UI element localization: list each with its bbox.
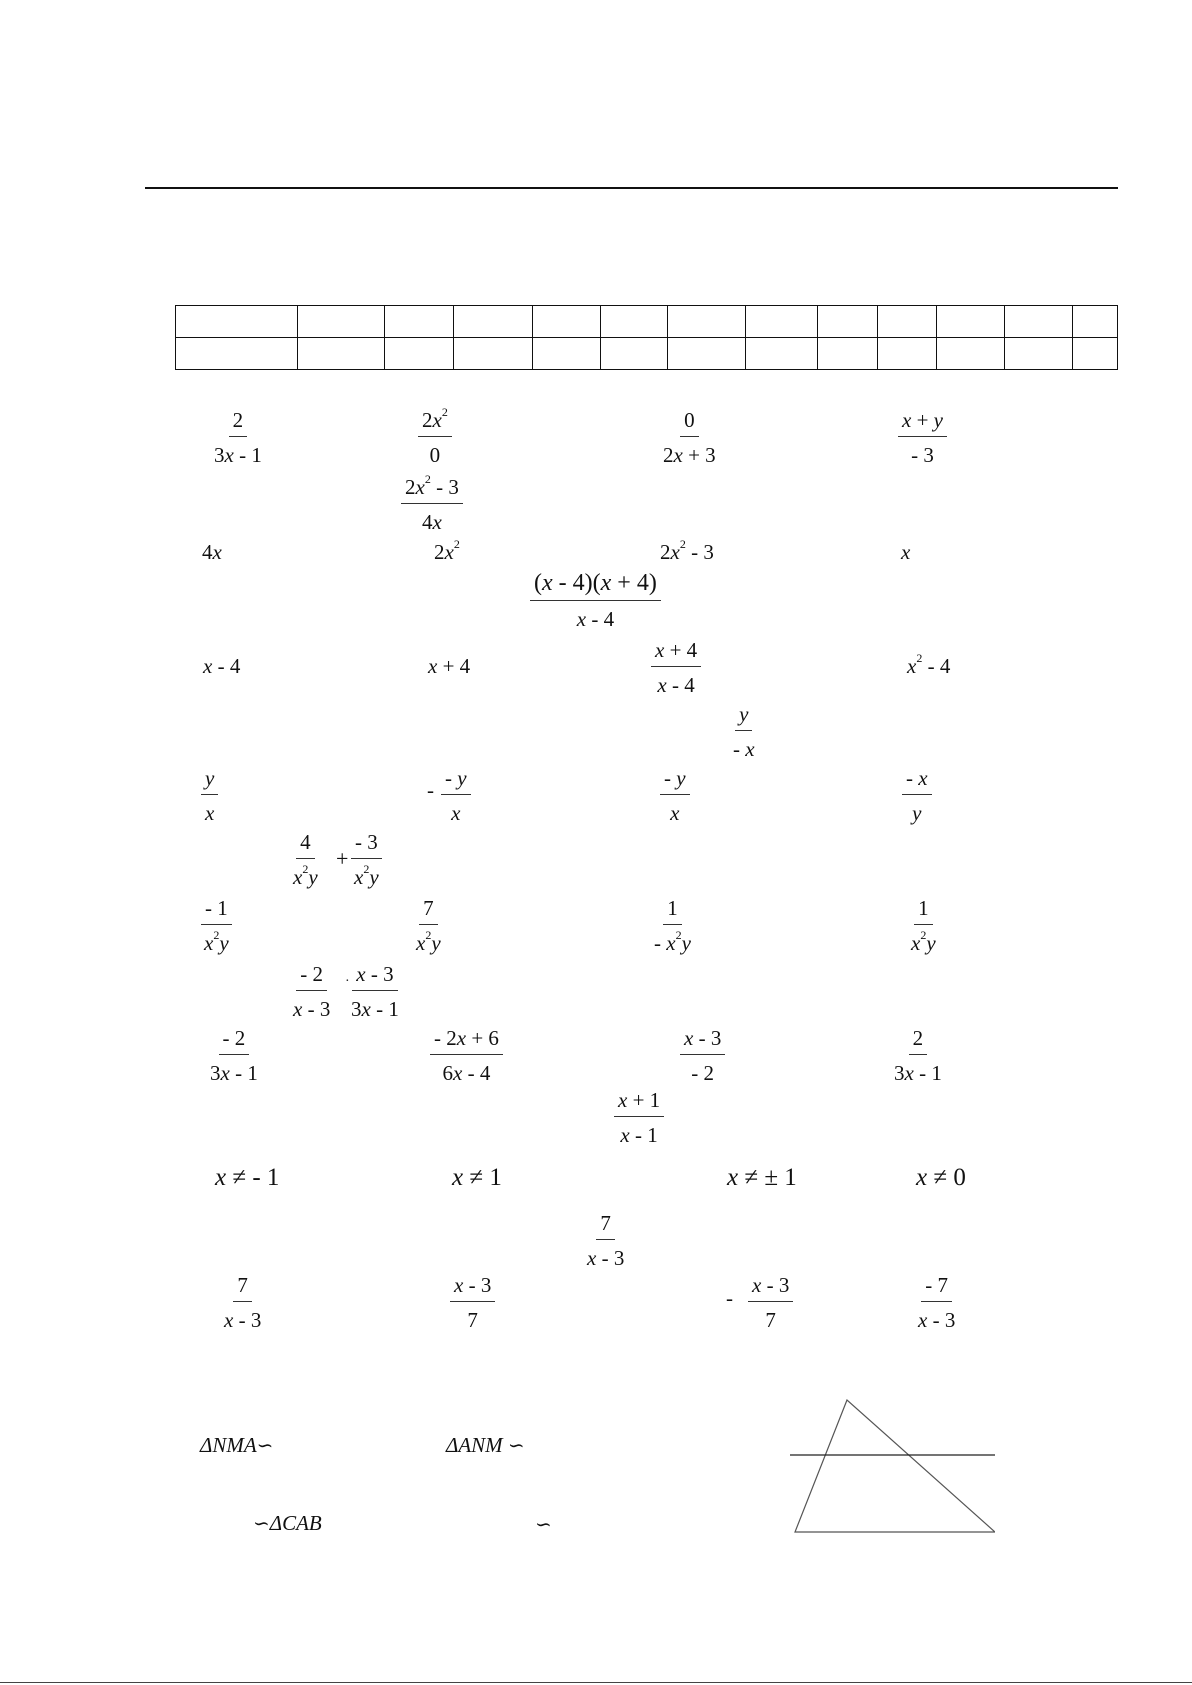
q8-expression: $\frac{7}{x - 3}$ (587, 1211, 625, 1270)
footer-rule (0, 1682, 1192, 1683)
q7-option-a: x ≠ - 1 (215, 1164, 280, 1191)
q5-option-b: $\frac{7}{x^2y}$ (416, 896, 441, 955)
q1-option-b: $\frac{2x^2}{0}$ (418, 410, 452, 466)
q1-option-c: $\frac{0}{2x + 3}$ (663, 408, 716, 467)
q6-option-d: $\frac{2}{3x - 1}$ (894, 1026, 942, 1085)
q4-option-b: $\frac{- y}{x}$ (441, 768, 471, 824)
q6-fraction-1: $\frac{- 2}{x - 3}$ (293, 962, 331, 1021)
q6-option-a: $\frac{- 2}{3x - 1}$ (210, 1026, 258, 1085)
q9-similar-symbol: ∽ (535, 1514, 552, 1536)
q7-option-b: x ≠ 1 (452, 1164, 502, 1191)
q4-option-d: $\frac{- x}{y}$ (902, 768, 932, 824)
q8-option-d: $\frac{- 7}{x - 3}$ (918, 1273, 956, 1332)
q7-option-d: x ≠ 0 (916, 1164, 966, 1191)
q8-option-a: $\frac{7}{x - 3}$ (224, 1273, 262, 1332)
q6-fraction-2: $\frac{x - 3}{3x - 1}$ (351, 962, 399, 1021)
q9-triangle-nma: ΔNMA∽ (200, 1433, 274, 1457)
header-rule (145, 187, 1118, 189)
q7-expression: $\frac{x + 1}{x - 1}$ (614, 1090, 664, 1146)
q8-option-c: $\frac{x - 3}{7}$ (748, 1275, 793, 1331)
q9-triangle-cab: ∽ΔCAB (253, 1511, 322, 1535)
q3-option-c: $\frac{x + 4}{x - 4}$ (651, 640, 701, 696)
q2-option-d: x (901, 540, 911, 564)
q3-option-b: x + 4 (428, 654, 471, 678)
q2-option-b: $2x^2$ (434, 537, 460, 564)
q5-option-a: $\frac{- 1}{x^2y}$ (200, 898, 233, 954)
q4-option-a: $\frac{y}{x}$ (201, 768, 218, 824)
q4-option-c: $\frac{- y}{x}$ (660, 768, 690, 824)
q8-option-b: $\frac{x - 3}{7}$ (450, 1275, 495, 1331)
q1-option-a: $\frac{2}{3x - 1}$ (214, 408, 262, 467)
q2-option-c: $2x^2 - 3$ (660, 537, 714, 564)
q1-option-d: $\frac{x + y}{- 3}$ (898, 410, 947, 466)
triangle-figure (785, 1395, 995, 1540)
q6-dot: · (345, 974, 350, 989)
q7-option-c: x ≠ ± 1 (727, 1164, 797, 1191)
q3-expression: $\frac{(x - 4)(x + 4)}{x - 4}$ (530, 571, 661, 630)
q6-option-b: $\frac{- 2x + 6}{6x - 4}$ (430, 1028, 503, 1084)
q2-option-a: 4x (202, 540, 222, 564)
q6-option-c: $\frac{x - 3}{- 2}$ (680, 1028, 725, 1084)
answer-table (175, 305, 1118, 370)
q5-option-c: $\frac{1}{- x^2y}$ (654, 896, 691, 955)
q3-option-d: $x^2 - 4$ (907, 651, 951, 678)
q8-option-c-sign: - (726, 1286, 733, 1310)
q9-triangle-anm: ΔANM ∽ (446, 1433, 525, 1457)
q4-option-b-sign: - (427, 778, 434, 802)
q5-fraction-2: $\frac{- 3}{x^2y}$ (350, 832, 383, 888)
q4-expression: $\frac{y}{- x}$ (733, 702, 755, 761)
q5-fraction-1: $\frac{4}{x^2y}$ (293, 830, 318, 889)
q5-option-d: $\frac{1}{x^2y}$ (911, 896, 936, 955)
q2-expression: $\frac{2x^2 - 3}{4x}$ (401, 477, 463, 533)
q3-option-a: x - 4 (203, 654, 241, 678)
q5-plus: + (336, 846, 349, 871)
